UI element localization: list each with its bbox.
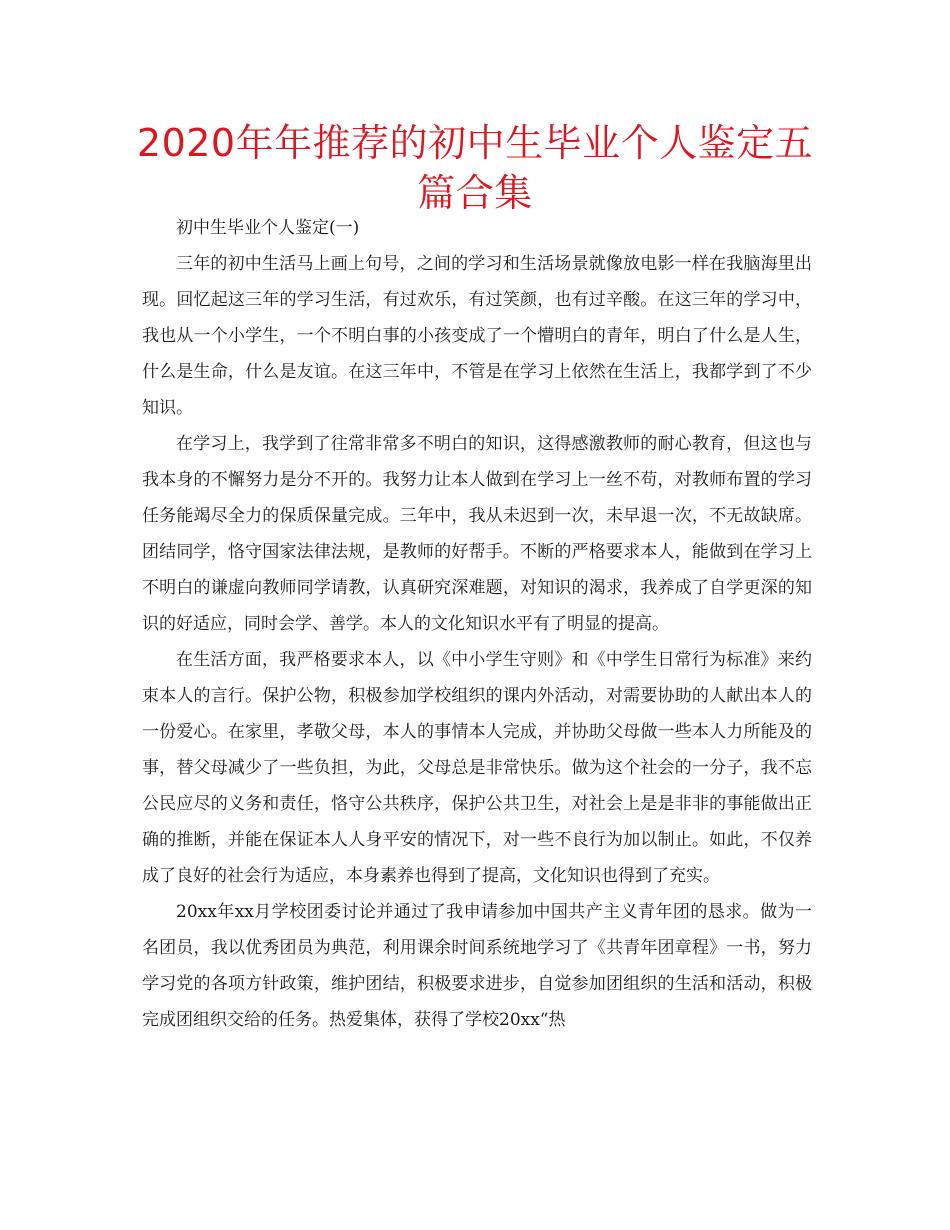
paragraph-4: 20xx年xx月学校团委讨论并通过了我申请参加中国共产主义青年团的恳求。做为一名团员，我以优秀团员为典范，利用课余时间系统地学习了《共青年团章程》一书，努力学习党的各项方针政策，维护团结，积极要求进步，自觉参加团组织的生活和活动，积极完成团组织交给的任务。热爱集体，获得了学校20xx“热 (142, 902, 812, 1030)
paragraph-2: 在学习上，我学到了往常非常多不明白的知识，这得感激教师的耐心教育，但这也与我本身的不懈努力是分不开的。我努力让本人做到在学习上一丝不苟，对教师布置的学习任务能竭尽全力的保质保量完成。三年中，我从未迟到一次，未早退一次，不无故缺席。团结同学，恪守国家法律法规，是教师的好帮手。不断的严格要求本人，能做到在学习上不明白的谦虚向教师同学请教，认真研究深难题，对知识的渴求，我养成了自学更深的知识的好适应，同时会学、善学。本人的文化知识水平有了明显的提高。 (142, 434, 812, 634)
paragraph-3: 在生活方面，我严格要求本人，以《中小学生守则》和《中学生日常行为标准》来约束本人的言行。保护公物，积极参加学校组织的课内外活动，对需要协助的人献出本人的一份爱心。在家里，孝敬父母，本人的事情本人完成，并协助父母做一些本人力所能及的事，替父母减少了一些负担，为此，父母总是非常快乐。做为这个社会的一分子，我不忘公民应尽的义务和责任，恪守公共秩序，保护公共卫生，对社会上是是非非的事能做出正确的推断，并能在保证本人人身平安的情况下，对一些不良行为加以制止。如此，不仅养成了良好的社会行为适应，本身素养也得到了提高，文化知识也得到了充实。 (142, 650, 812, 886)
paragraph-1: 三年的初中生活马上画上句号，之间的学习和生活场景就像放电影一样在我脑海里出现。回忆起这三年的学习生活，有过欢乐，有过笑颜，也有过辛酸。在这三年的学习中，我也从一个小学生，一个不明白事的小孩变成了一个懵明白的青年，明白了什么是人生，什么是生命，什么是友谊。在这三年中，不管是在学习上依然在生活上，我都学到了不少知识。 (142, 254, 812, 418)
document-body (142, 210, 812, 1038)
section-heading: 初中生毕业个人鉴定(一) (176, 218, 360, 238)
document-title: 2020年年推荐的初中生毕业个人鉴定五篇合集 (136, 121, 814, 215)
